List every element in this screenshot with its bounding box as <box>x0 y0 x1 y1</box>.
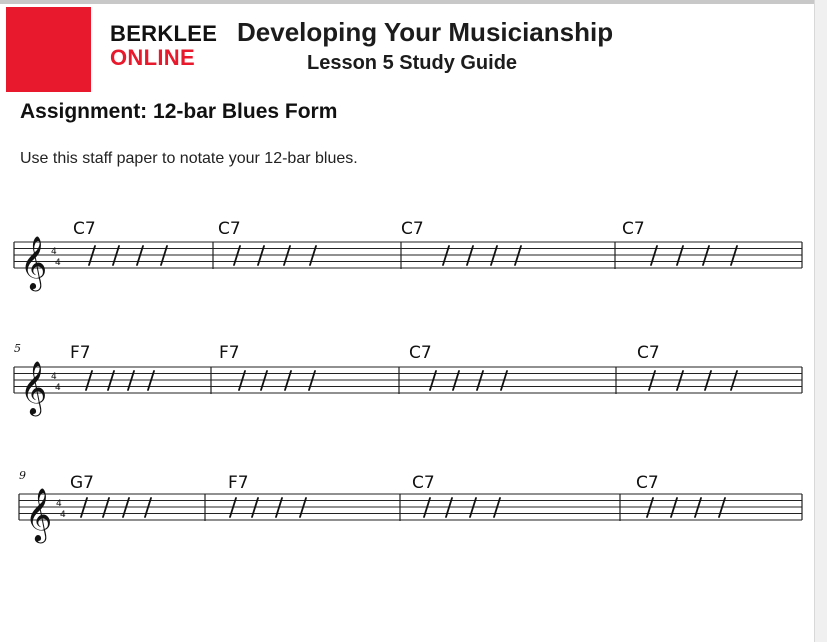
time-signature-top: 4 <box>51 247 57 257</box>
document-subtitle: Lesson 5 Study Guide <box>307 52 518 74</box>
chord-symbol: C7 <box>637 343 660 363</box>
treble-clef-icon: 𝄞 <box>20 235 48 289</box>
chord-symbol: C7 <box>412 473 435 493</box>
chord-symbol: C7 <box>401 219 424 239</box>
brand-line-2: ONLINE <box>110 45 195 70</box>
instructions-text: Use this staff paper to notate your 12-bar blues. <box>20 150 358 167</box>
time-signature-bottom: 4 <box>55 383 61 393</box>
chord-symbol: C7 <box>73 219 96 239</box>
treble-clef-icon: 𝄞 <box>25 487 53 541</box>
measure-number: 9 <box>19 469 26 482</box>
chord-symbol: C7 <box>636 473 659 493</box>
brand-line-1: BERKLEE <box>110 21 218 46</box>
chord-symbol: C7 <box>218 219 241 239</box>
chord-symbol: F7 <box>228 473 249 493</box>
chord-symbol: F7 <box>219 343 240 363</box>
time-signature-bottom: 4 <box>60 510 66 520</box>
chord-symbol: C7 <box>622 219 645 239</box>
chord-symbol: C7 <box>409 343 432 363</box>
time-signature-top: 4 <box>51 372 57 382</box>
scrollbar-track[interactable] <box>814 0 827 642</box>
time-signature-bottom: 4 <box>55 258 61 268</box>
assignment-heading: Assignment: 12-bar Blues Form <box>20 100 338 123</box>
document-title: Developing Your Musicianship <box>237 17 614 47</box>
time-signature-top: 4 <box>56 499 62 509</box>
chord-symbol: F7 <box>70 343 91 363</box>
chord-symbol: G7 <box>70 473 94 493</box>
treble-clef-icon: 𝄞 <box>20 360 48 414</box>
measure-number: 5 <box>14 342 21 355</box>
